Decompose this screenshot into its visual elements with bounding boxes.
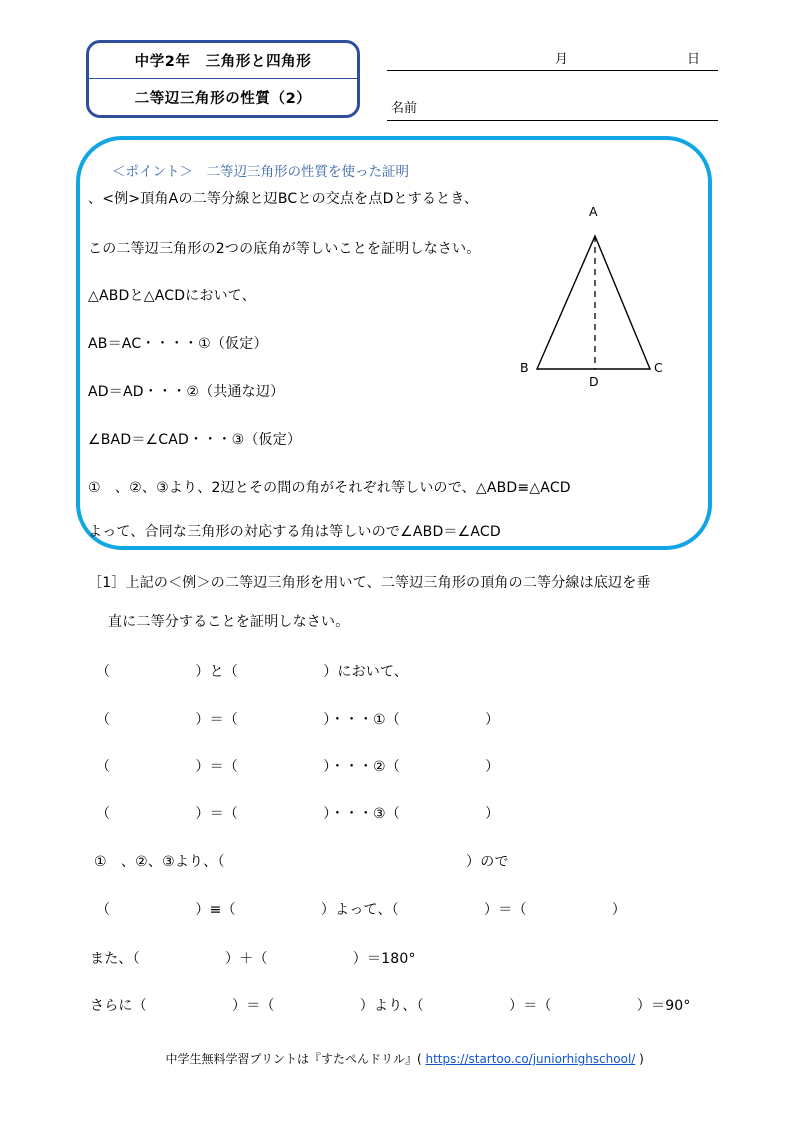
answer-line-2[interactable]: （ ）＝（ ）・・・①（ ） — [96, 712, 500, 728]
example-line-2: この二等辺三角形の2つの底角が等しいことを証明しなさい。 — [88, 241, 481, 257]
title-row-grade — [89, 43, 357, 79]
triangle-svg — [500, 196, 700, 396]
isosceles-triangle-figure — [500, 196, 700, 396]
name-field[interactable] — [387, 92, 718, 121]
answer-line-3[interactable]: （ ）＝（ ）・・・②（ ） — [96, 759, 500, 775]
title-box — [86, 40, 360, 118]
example-line-5: AD＝AD・・・②（共通な辺） — [88, 384, 285, 400]
answer-line-8[interactable]: さらに（ ）＝（ ）より、（ ）＝（ ）＝90° — [90, 998, 691, 1014]
example-line-4: AB＝AC・・・・①（仮定） — [88, 336, 268, 352]
example-line-6: ∠BAD＝∠CAD・・・③（仮定） — [88, 432, 302, 448]
footer-url-link[interactable]: https://startoo.co/juniorhighschool/ — [425, 1052, 636, 1066]
example-line-8: よって、合同な三角形の対応する角は等しいので∠ABD＝∠ACD — [88, 524, 501, 540]
answer-line-6[interactable]: （ ）≡（ ）よって、（ ）＝（ ） — [96, 902, 627, 918]
footer-prefix: 中学生無料学習プリントは『すたぺんドリル』( — [165, 1052, 426, 1066]
figure-label-b: B — [520, 360, 529, 375]
problem-statement-line-2: 直に二等分することを証明しなさい。 — [108, 614, 350, 630]
example-line-3: △ABDと△ACDにおいて、 — [88, 288, 256, 304]
title-topic-text: 二等辺三角形の性質（2） — [134, 90, 312, 107]
date-field[interactable] — [387, 44, 718, 71]
answer-line-1[interactable]: （ ）と（ ）において、 — [96, 664, 409, 680]
footer-suffix: ) — [635, 1052, 644, 1066]
day-label: 日 — [687, 52, 701, 67]
answer-line-5[interactable]: ① 、②、③より、（ ）ので — [94, 854, 509, 870]
month-label: 月 — [555, 52, 569, 67]
title-grade-text: 中学2年 三角形と四角形 — [134, 54, 312, 70]
point-heading: ＜ポイント＞ 二等辺三角形の性質を使った証明 — [112, 164, 409, 180]
triangle-outline — [537, 236, 650, 369]
figure-label-d: D — [589, 374, 599, 389]
footer — [0, 1036, 794, 1081]
name-label: 名前 — [391, 101, 418, 116]
figure-label-c: C — [654, 360, 663, 375]
answer-line-7[interactable]: また、（ ）＋（ ）＝180° — [90, 951, 416, 967]
answer-line-4[interactable]: （ ）＝（ ）・・・③（ ） — [96, 806, 500, 822]
problem-statement-line-1: ［1］上記の＜例＞の二等辺三角形を用いて、二等辺三角形の頂角の二等分線は底辺を垂 — [88, 575, 651, 591]
example-line-7: ① 、②、③より、2辺とその間の角がそれぞれ等しいので、△ABD≡△ACD — [88, 480, 571, 496]
example-line-1: 、<例>頂角Aの二等分線と辺BCとの交点を点Dとするとき、 — [88, 191, 479, 207]
title-row-topic — [89, 79, 357, 115]
figure-label-a: A — [589, 204, 598, 219]
